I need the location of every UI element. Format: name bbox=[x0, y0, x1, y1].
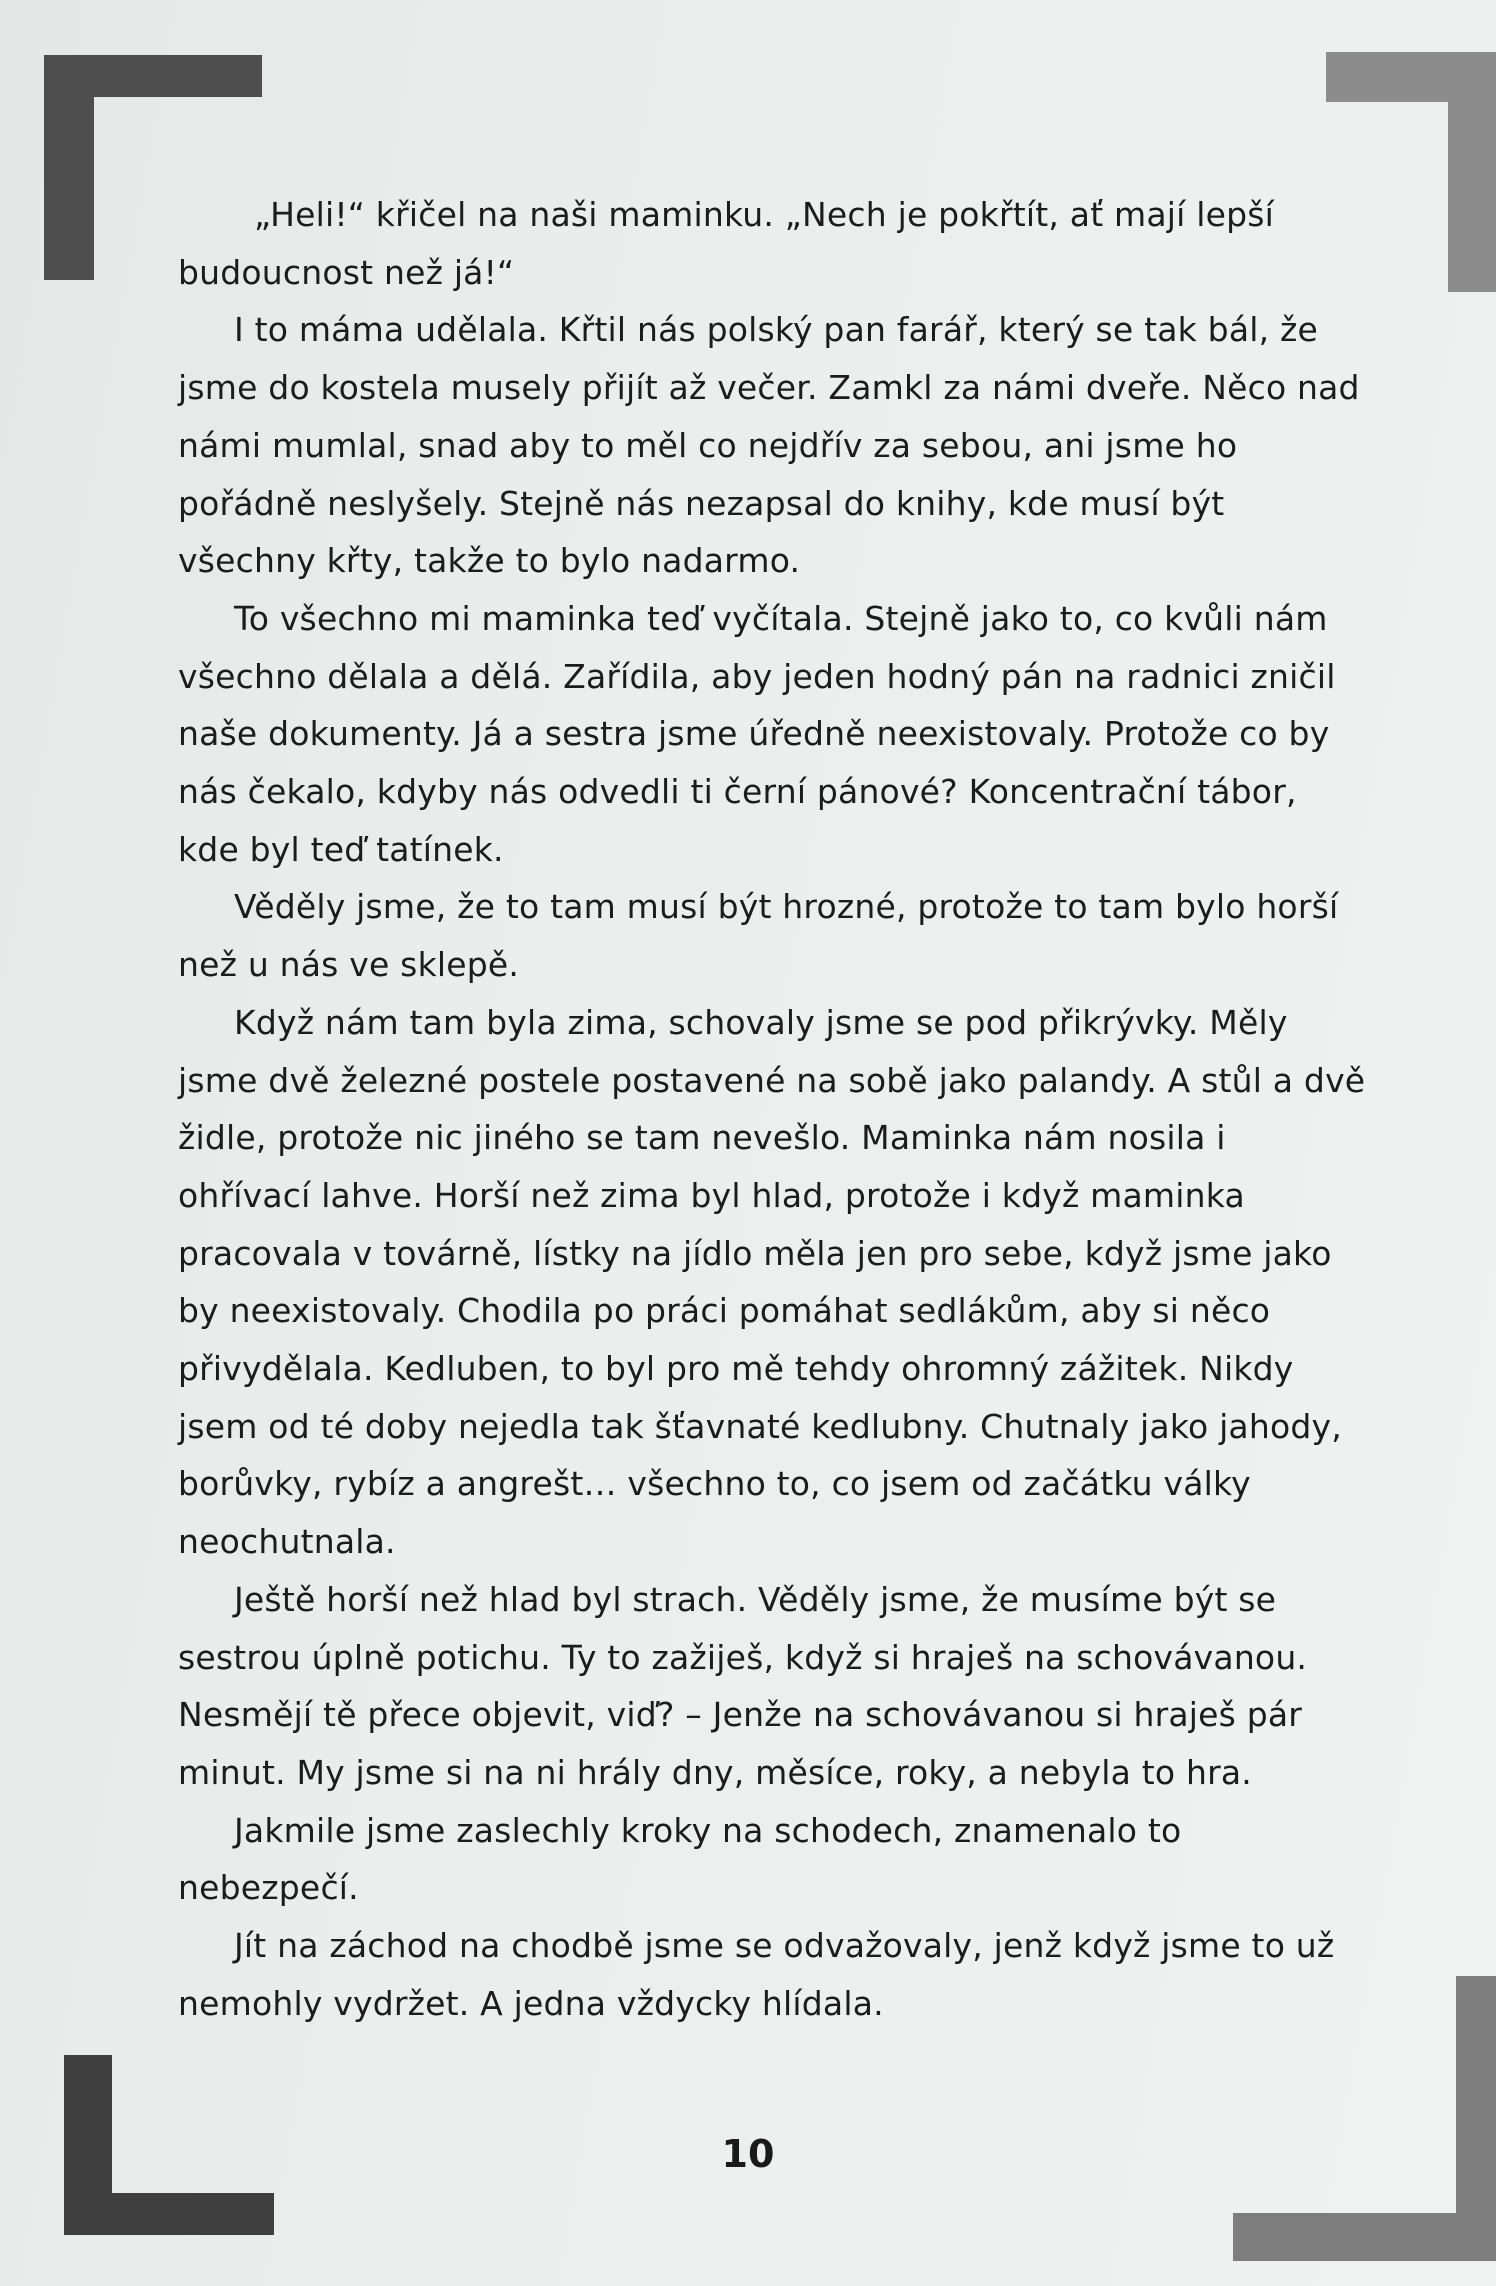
body-text bbox=[178, 186, 1368, 2033]
paragraph: Ještě horší než hlad byl strach. Věděly jsme, že musíme být se sestrou úplně potichu. Ty to zažiješ, když si hraješ na schovávanou. Nesmějí tě přece objevit, viď? – Jenže na schovávanou si hraješ pár minut. My jsme si na ni hrály dny, měsíce, roky, a nebyla to hra. bbox=[178, 1579, 1308, 1792]
corner-bracket-top-right-vertical bbox=[1448, 52, 1496, 292]
paragraph: Věděly jsme, že to tam musí být hrozné, protože to tam bylo horší než u nás ve sklepě. bbox=[178, 887, 1339, 985]
paragraph: Jít na záchod na chodbě jsme se odvažovaly, jenž když jsme to už nemohly vydržet. A jedna vždycky hlídala. bbox=[178, 1926, 1335, 2023]
paragraph: To všechno mi maminka teď vyčítala. Stejně jako to, co kvůli nám všechno dělala a dělá. Zařídila, aby jeden hodný pán na radnici zničil naše dokumenty. Já a sestra jsme úředně neexistovaly. Protože co by nás čekalo, kdyby nás odvedli ti černí pánové? Koncentrační tábor, kde byl teď tatínek. bbox=[178, 598, 1336, 869]
paragraph: Když nám tam byla zima, schovaly jsme se pod přikrývky. Měly jsme dvě železné postele postavené na sobě jako palandy. A stůl a dvě židle, protože nic jiného se tam nevešlo. Maminka nám nosila i ohřívací lahve. Horší než zima byl hlad, protože i když maminka pracovala v továrně, lístky na jídlo měla jen pro sebe, když jsme jako by neexistovaly. Chodila po práci pomáhat sedlákům, aby si něco přivydělala. Kedluben, to byl pro mě tehdy ohromný zážitek. Nikdy jsem od té doby nejedla tak šťavnaté kedlubny. Chutnaly jako jahody, borůvky, rybíz a angrešt… všechno to, co jsem od začátku války neochutnala. bbox=[178, 1002, 1366, 1562]
paragraph: I to máma udělala. Křtil nás polský pan farář, který se tak bál, že jsme do kostela musely přijít až večer. Zamkl za námi dveře. Něco nad námi mumlal, snad aby to měl co nejdřív za sebou, ani jsme ho pořádně neslyšely. Stejně nás nezapsal do knihy, kde musí být všechny křty, takže to bylo nadarmo. bbox=[178, 310, 1360, 581]
corner-bracket-bottom-right-vertical bbox=[1456, 1976, 1496, 2261]
corner-bracket-top-left-vertical bbox=[44, 55, 94, 280]
paragraph: „Heli!“ křičel na naši maminku. „Nech je pokřtít, ať mají lepší budoucnost než já!“ bbox=[178, 195, 1275, 292]
page-number: 10 bbox=[721, 2132, 775, 2176]
paragraph: Jakmile jsme zaslechly kroky na schodech, znamenalo to nebezpečí. bbox=[178, 1810, 1182, 1908]
